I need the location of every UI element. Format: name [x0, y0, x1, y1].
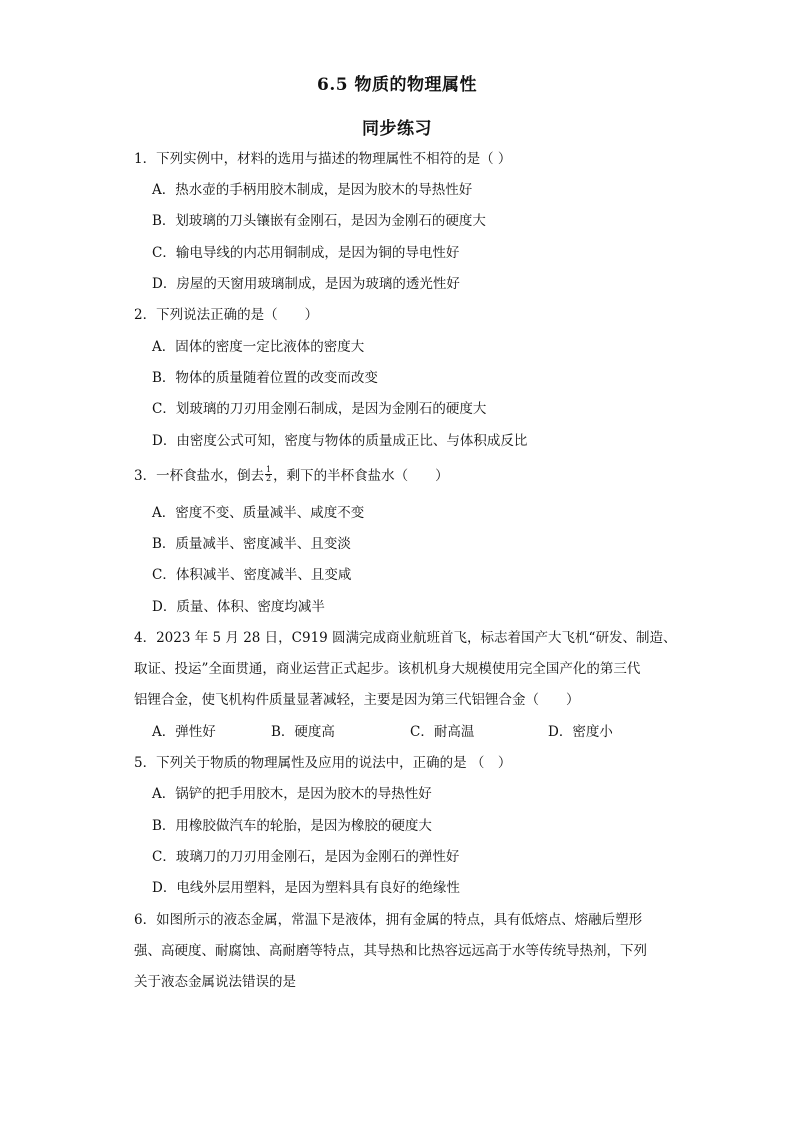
question-5-option-a: A．锅铲的把手用胶木，是因为胶木的导热性好	[152, 786, 432, 802]
question-4-stem-line-1: 4．2023 年 5 月 28 日，C919 圆满完成商业航班首飞，标志着国产大飞机“研发、制造、	[134, 630, 677, 646]
question-4-option-b: B．硬度高	[271, 724, 335, 740]
question-6-stem-line-2: 强、高硬度、耐腐蚀、高耐磨等特点，其导热和比热容远远高于水等传统导热剂，下列	[134, 943, 647, 959]
question-1-option-b: B．划玻璃的刀头镶嵌有金刚石，是因为金刚石的硬度大	[152, 213, 486, 229]
question-5-option-d: D．电线外层用塑料，是因为塑料具有良好的绝缘性	[152, 880, 460, 896]
question-6-stem-line-3: 关于液态金属说法错误的是	[134, 974, 296, 990]
question-4-option-a: A．弹性好	[152, 724, 216, 740]
question-4-option-c: C．耐高温	[410, 724, 475, 740]
fraction-numerator: 1	[266, 465, 272, 474]
question-4-option-d: D．密度小	[548, 724, 613, 740]
question-1-stem: 1．下列实例中，材料的选用与描述的物理属性不相符的是（ ）	[134, 151, 512, 167]
question-3-option-b: B．质量减半、密度减半、且变淡	[152, 536, 351, 552]
question-3-option-c: C．体积减半、密度减半、且变咸	[152, 567, 352, 583]
question-4-stem-line-3: 铝锂合金，使飞机构件质量显著减轻，主要是因为第三代铝锂合金（ ）	[134, 692, 580, 708]
question-3-stem	[134, 467, 449, 485]
question-2-option-b: B．物体的质量随着位置的改变而改变	[152, 370, 378, 386]
question-2-option-c: C．划玻璃的刀刃用金刚石制成，是因为金刚石的硬度大	[152, 401, 487, 417]
question-1-option-d: D．房屋的天窗用玻璃制成，是因为玻璃的透光性好	[152, 276, 460, 292]
question-4-stem-line-2: 取证、投运”全面贯通，商业运营正式起步。该机机身大规模使用完全国产化的第三代	[134, 661, 641, 677]
question-3-stem-post: ，剩下的半杯食盐水（ ）	[273, 468, 449, 484]
page-title: 6.5 物质的物理属性	[317, 75, 477, 95]
fraction-one-half	[265, 466, 272, 483]
question-1-option-a: A．热水壶的手柄用胶木制成，是因为胶木的导热性好	[152, 182, 473, 198]
question-5-option-b: B．用橡胶做汽车的轮胎，是因为橡胶的硬度大	[152, 818, 432, 834]
question-1-option-c: C．输电导线的内芯用铜制成，是因为铜的导电性好	[152, 245, 460, 261]
question-3-stem-pre: 3．一杯食盐水，倒去	[134, 468, 265, 484]
question-3-option-a: A．密度不变、质量减半、咸度不变	[152, 505, 365, 521]
question-5-option-c: C．玻璃刀的刀刃用金刚石，是因为金刚石的弹性好	[152, 849, 460, 865]
fraction-denominator: 2	[266, 474, 272, 483]
question-5-stem: 5．下列关于物质的物理属性及应用的说法中，正确的是 （ ）	[134, 755, 512, 771]
question-6-stem-line-1: 6．如图所示的液态金属，常温下是液体，拥有金属的特点，具有低熔点、熔融后塑形	[134, 912, 643, 928]
question-2-option-a: A．固体的密度一定比液体的密度大	[152, 339, 365, 355]
question-2-option-d: D．由密度公式可知，密度与物体的质量成正比、与体积成反比	[152, 433, 528, 449]
question-3-option-d: D．质量、体积、密度均减半	[152, 599, 325, 615]
page-subtitle: 同步练习	[362, 119, 432, 139]
question-2-stem: 2．下列说法正确的是（ ）	[134, 307, 319, 323]
